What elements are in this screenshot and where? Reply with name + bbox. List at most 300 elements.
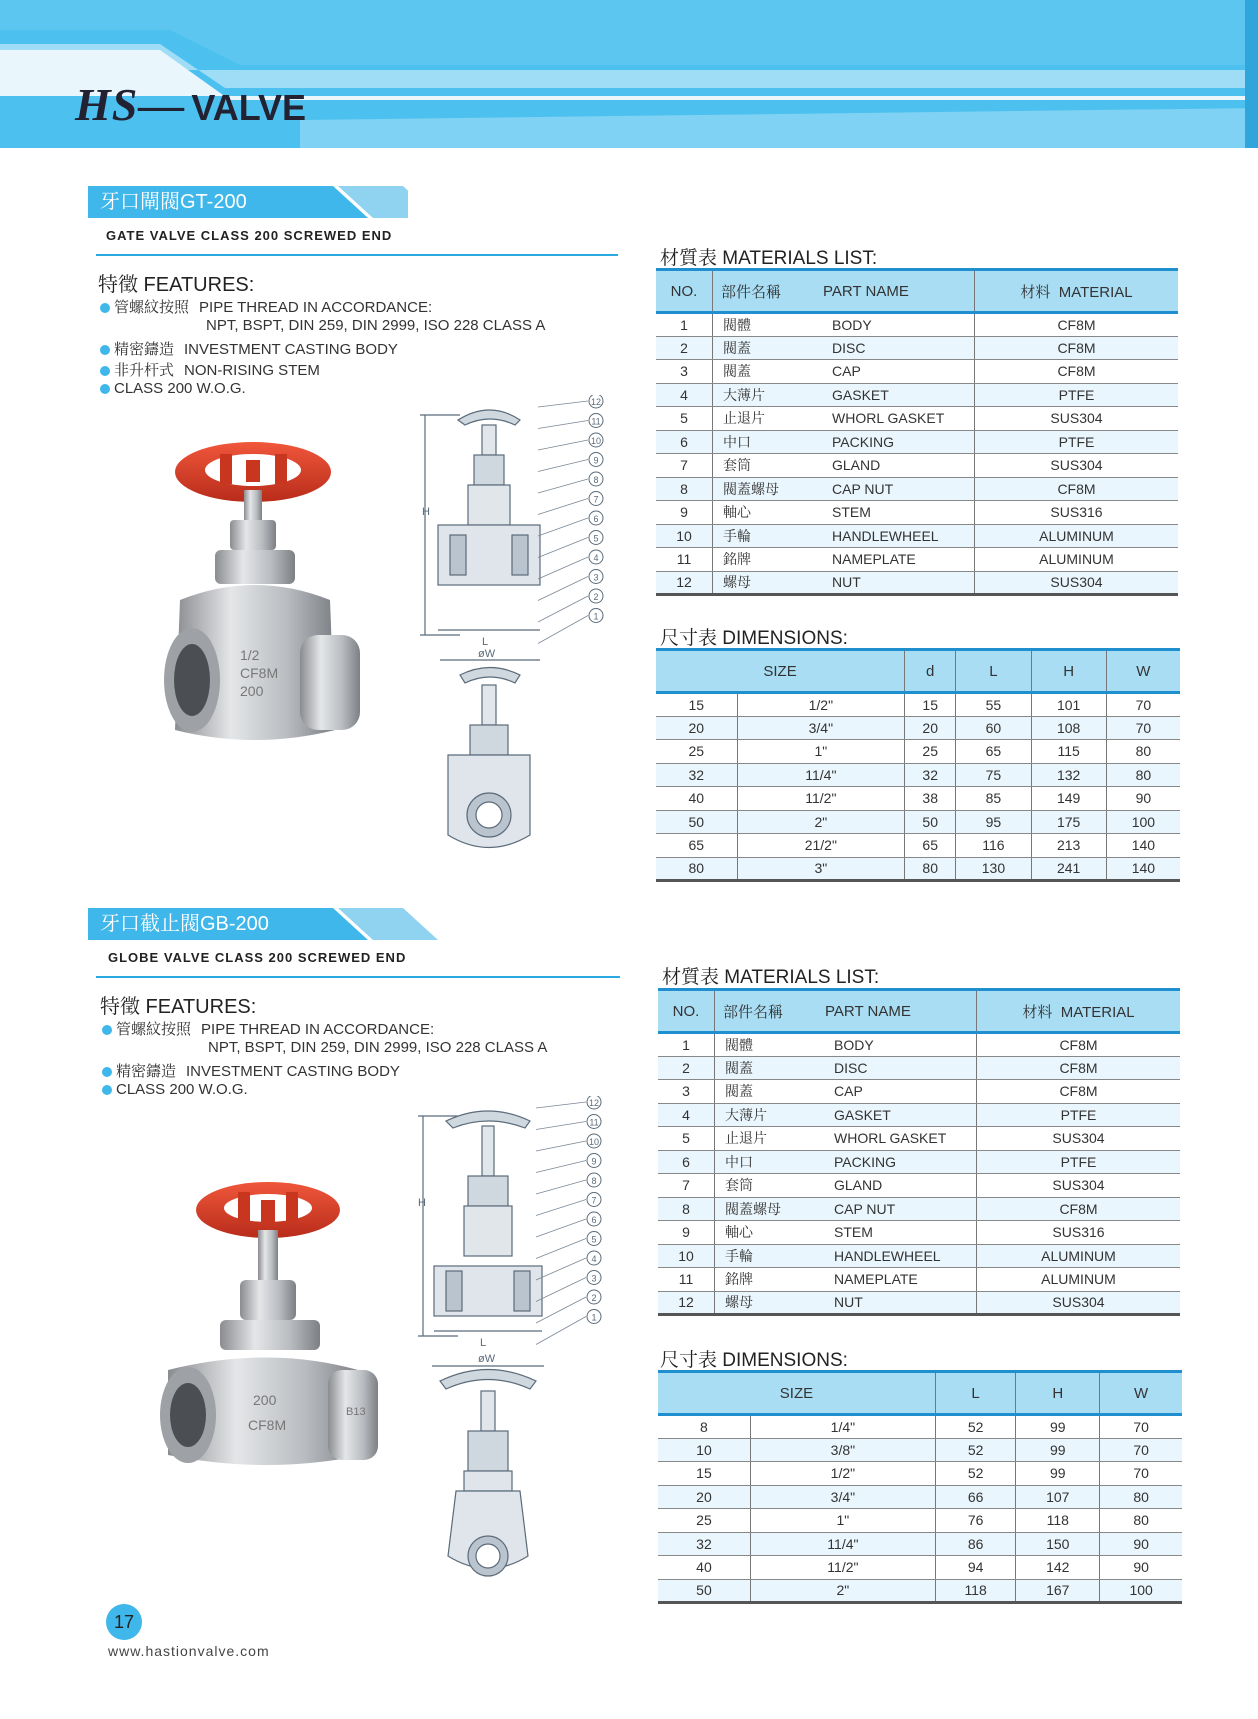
- cell-no: 6: [658, 1150, 715, 1174]
- feature-item: 管螺紋按照 PIPE THREAD IN ACCORDANCE:: [100, 296, 432, 317]
- cell-cn-name: 中口: [715, 1150, 825, 1174]
- cell-dim: 140: [1106, 834, 1180, 858]
- table-row: [658, 1556, 1182, 1580]
- section-subtitle-globe: GLOBE VALVE CLASS 200 SCREWED END: [108, 950, 407, 965]
- bullet-icon: [100, 345, 110, 355]
- callout-group: [536, 1096, 601, 1345]
- bullet-icon: [102, 1085, 112, 1095]
- dimensions-rows: [656, 693, 1180, 881]
- cell-dim: 76: [935, 1509, 1015, 1533]
- bullet-icon: [100, 303, 110, 313]
- table-row: [656, 834, 1180, 858]
- bullet-icon: [100, 366, 110, 376]
- cell-dim: 94: [935, 1556, 1015, 1580]
- feature-item: 管螺紋按照 PIPE THREAD IN ACCORDANCE:: [102, 1018, 434, 1039]
- callout-number: 5: [591, 1234, 597, 1245]
- cell-dim: 108: [1031, 716, 1106, 740]
- cell-part-name: STEM: [824, 1221, 977, 1245]
- callout-number: 8: [591, 1176, 597, 1186]
- cell-part-name: CAP NUT: [824, 1197, 977, 1221]
- callout-leader: [538, 421, 588, 429]
- globe-valve-technical-drawing: [418, 1096, 620, 1596]
- table-row: [658, 1462, 1182, 1486]
- cell-cn-name: 螺母: [715, 1291, 825, 1315]
- cell-cn-name: 閥蓋: [715, 1080, 825, 1104]
- cell-size-dn: 15: [658, 1462, 750, 1486]
- cell-dim: 142: [1016, 1556, 1100, 1580]
- cell-cn-name: 套筒: [715, 1174, 825, 1198]
- materials-rows: [658, 1033, 1180, 1315]
- cell-dim: 60: [956, 716, 1031, 740]
- col-d: d: [905, 650, 956, 693]
- feature-item: CLASS 200 W.O.G.: [100, 380, 246, 397]
- cell-size-inch: 11/4": [737, 763, 905, 787]
- table-row: [658, 1244, 1180, 1268]
- callout-number: 4: [593, 553, 599, 563]
- callout-number: 1: [593, 611, 599, 622]
- callout-number: 10: [588, 1137, 600, 1147]
- cell-size-dn: 20: [656, 716, 737, 740]
- callout-number: 5: [593, 533, 599, 544]
- table-row: [656, 383, 1178, 407]
- cell-material: CF8M: [977, 1197, 1181, 1221]
- cell-no: 3: [658, 1080, 715, 1104]
- cell-dim: 90: [1106, 787, 1180, 811]
- callout-leader: [538, 499, 588, 515]
- cell-dim: 140: [1106, 857, 1180, 881]
- callout-leader: [538, 460, 588, 472]
- callout-leader: [536, 1317, 586, 1345]
- cell-dim: 101: [1031, 693, 1106, 717]
- cell-cn-name: 閥體: [713, 313, 823, 337]
- callout-leader: [536, 1122, 586, 1130]
- table-row: [658, 1532, 1182, 1556]
- body-mark: 1/2: [240, 647, 260, 663]
- table-row: [658, 1127, 1180, 1151]
- features-title: 特徵 FEATURES:: [100, 996, 257, 1018]
- callout-leader: [536, 1278, 586, 1302]
- section-title-globe: 牙口截止閥GB-200: [100, 913, 269, 935]
- cell-material: SUS304: [977, 1127, 1181, 1151]
- cell-material: CF8M: [975, 313, 1179, 337]
- callout-number: 6: [591, 1215, 597, 1225]
- dimensions-title: 尺寸表 DIMENSIONS:: [660, 1350, 848, 1371]
- cell-cn-name: 手輪: [715, 1244, 825, 1268]
- cell-no: 4: [658, 1103, 715, 1127]
- cell-no: 9: [656, 501, 713, 525]
- cell-size-dn: 40: [658, 1556, 750, 1580]
- table-row: [658, 1438, 1182, 1462]
- col-material: 材料 MATERIAL: [977, 990, 1181, 1033]
- gate-valve-photo: [160, 430, 410, 780]
- cell-dim: 90: [1100, 1532, 1182, 1556]
- callout-leader: [538, 538, 588, 558]
- table-row: [656, 477, 1178, 501]
- cell-size-inch: 21/2": [737, 834, 905, 858]
- cell-material: ALUMINUM: [975, 524, 1179, 548]
- feature-item: CLASS 200 W.O.G.: [102, 1081, 248, 1098]
- feature-item: 非升杆式 NON-RISING STEM: [100, 359, 320, 380]
- cell-no: 2: [656, 336, 713, 360]
- page-header: [0, 0, 1258, 148]
- materials-table: [656, 268, 1178, 596]
- col-no: NO.: [656, 270, 713, 313]
- cell-dim: 70: [1100, 1462, 1182, 1486]
- table-row: [656, 407, 1178, 431]
- callout-number: 11: [589, 1117, 599, 1128]
- cell-dim: 175: [1031, 810, 1106, 834]
- cell-part-name: NUT: [824, 1291, 977, 1315]
- col-l: L: [956, 650, 1031, 693]
- cell-material: CF8M: [977, 1033, 1181, 1057]
- section-title-gate: 牙口閘閥GT-200: [100, 191, 247, 213]
- bullet-icon: [102, 1025, 112, 1035]
- cell-dim: 99: [1016, 1462, 1100, 1486]
- callout-number: 7: [593, 494, 599, 505]
- cell-material: CF8M: [977, 1080, 1181, 1104]
- cell-size-dn: 50: [658, 1579, 750, 1603]
- cell-dim: 213: [1031, 834, 1106, 858]
- table-row: [656, 454, 1178, 478]
- cell-part-name: BODY: [824, 1033, 977, 1057]
- brand-dash: —: [138, 79, 186, 130]
- cell-no: 5: [658, 1127, 715, 1151]
- dim-h-label: H: [418, 1197, 426, 1209]
- cell-cn-name: 閥蓋: [715, 1056, 825, 1080]
- cell-dim: 65: [905, 834, 956, 858]
- table-row: [658, 1291, 1180, 1315]
- cell-dim: 95: [956, 810, 1031, 834]
- cell-no: 3: [656, 360, 713, 384]
- col-h: H: [1031, 650, 1106, 693]
- callout-number: 2: [591, 1293, 597, 1303]
- table-row: [658, 1056, 1180, 1080]
- cell-cn-name: 大薄片: [713, 383, 823, 407]
- callout-number: 10: [590, 436, 602, 446]
- cell-no: 10: [656, 524, 713, 548]
- cell-part-name: WHORL GASKET: [824, 1127, 977, 1151]
- table-row: [656, 360, 1178, 384]
- cell-material: CF8M: [975, 477, 1179, 501]
- cell-cn-name: 銘牌: [713, 548, 823, 572]
- dimensions-table: [658, 1370, 1182, 1604]
- cell-dim: 99: [1016, 1438, 1100, 1462]
- cell-dim: 80: [905, 857, 956, 881]
- callout-leader: [536, 1141, 586, 1151]
- cell-dim: 20: [905, 716, 956, 740]
- cell-material: SUS316: [977, 1221, 1181, 1245]
- table-row: [656, 501, 1178, 525]
- callout-number: 1: [591, 1312, 597, 1323]
- cell-size-inch: 3/4": [737, 716, 905, 740]
- col-size: SIZE: [658, 1372, 935, 1415]
- table-row: [658, 1579, 1182, 1603]
- cell-dim: 241: [1031, 857, 1106, 881]
- cell-no: 4: [656, 383, 713, 407]
- col-part: PART NAME: [822, 270, 975, 313]
- cell-dim: 52: [935, 1438, 1015, 1462]
- cell-size-inch: 1/2": [737, 693, 905, 717]
- table-row: [658, 1268, 1180, 1292]
- cell-size-inch: 2": [737, 810, 905, 834]
- table-row: [658, 1415, 1182, 1439]
- table-row: [656, 571, 1178, 595]
- cell-part-name: NUT: [822, 571, 975, 595]
- cell-size-dn: 25: [656, 740, 737, 764]
- cell-dim: 149: [1031, 787, 1106, 811]
- cell-size-inch: 3/8": [750, 1438, 935, 1462]
- cell-part-name: DISC: [822, 336, 975, 360]
- cell-size-dn: 15: [656, 693, 737, 717]
- cell-dim: 25: [905, 740, 956, 764]
- cell-cn-name: 閥體: [715, 1033, 825, 1057]
- table-row: [656, 336, 1178, 360]
- body-mark: CF8M: [248, 1417, 287, 1433]
- cell-size-dn: 32: [658, 1532, 750, 1556]
- cell-part-name: PACKING: [824, 1150, 977, 1174]
- table-row: [658, 1150, 1180, 1174]
- cell-size-dn: 8: [658, 1415, 750, 1439]
- dim-l-label: L: [482, 636, 489, 648]
- col-w: W: [1106, 650, 1180, 693]
- cell-material: ALUMINUM: [977, 1244, 1181, 1268]
- cell-part-name: DISC: [824, 1056, 977, 1080]
- dimensions-title: 尺寸表 DIMENSIONS:: [660, 628, 848, 649]
- cell-material: PTFE: [975, 430, 1179, 454]
- cell-material: SUS304: [975, 407, 1179, 431]
- cell-dim: 130: [956, 857, 1031, 881]
- cell-size-dn: 32: [656, 763, 737, 787]
- callout-leader: [536, 1258, 586, 1280]
- callout-leader: [538, 596, 588, 622]
- cell-no: 8: [658, 1197, 715, 1221]
- callout-number: 12: [590, 397, 602, 407]
- callout-number: 3: [593, 572, 599, 583]
- callout-leader: [538, 479, 588, 493]
- cell-material: PTFE: [977, 1150, 1181, 1174]
- cell-no: 7: [656, 454, 713, 478]
- callout-leader: [536, 1180, 586, 1194]
- cell-dim: 100: [1106, 810, 1180, 834]
- callout-leader: [536, 1297, 586, 1323]
- cell-part-name: CAP: [824, 1080, 977, 1104]
- table-row: [656, 740, 1180, 764]
- dim-w-label: øW: [478, 1353, 496, 1365]
- dim-l-label: L: [480, 1337, 487, 1349]
- dimensions-rows: [658, 1415, 1182, 1603]
- cell-cn-name: 手輪: [713, 524, 823, 548]
- cell-dim: 15: [905, 693, 956, 717]
- cell-cn-name: 大薄片: [715, 1103, 825, 1127]
- cell-material: SUS304: [975, 571, 1179, 595]
- callout-leader: [538, 616, 588, 644]
- cell-size-dn: 25: [658, 1509, 750, 1533]
- cell-size-dn: 10: [658, 1438, 750, 1462]
- body-mark: 200: [253, 1392, 277, 1408]
- cell-cn-name: 中口: [713, 430, 823, 454]
- cell-no: 10: [658, 1244, 715, 1268]
- cell-dim: 80: [1100, 1509, 1182, 1533]
- cell-dim: 100: [1100, 1579, 1182, 1603]
- callout-number: 9: [591, 1156, 597, 1167]
- cell-material: SUS304: [977, 1291, 1181, 1315]
- table-row: [656, 787, 1180, 811]
- col-material: 材料 MATERIAL: [975, 270, 1179, 313]
- brand-hs: HS: [75, 79, 139, 130]
- cell-dim: 167: [1016, 1579, 1100, 1603]
- callout-leader: [536, 1102, 586, 1108]
- cell-dim: 52: [935, 1462, 1015, 1486]
- cell-no: 5: [656, 407, 713, 431]
- cell-cn-name: 套筒: [713, 454, 823, 478]
- cell-no: 2: [658, 1056, 715, 1080]
- callout-number: 2: [593, 592, 599, 602]
- materials-title: 材質表 MATERIALS LIST:: [662, 967, 880, 988]
- brand-valve: VALVE: [191, 87, 307, 128]
- cell-dim: 38: [905, 787, 956, 811]
- cell-dim: 70: [1106, 716, 1180, 740]
- table-row: [656, 763, 1180, 787]
- table-row: [656, 430, 1178, 454]
- dim-h-label: H: [422, 506, 430, 518]
- table-row: [658, 1485, 1182, 1509]
- body-mark: 200: [240, 683, 264, 699]
- cell-material: PTFE: [975, 383, 1179, 407]
- col-h: H: [1016, 1372, 1100, 1415]
- feature-item: 精密鑄造 INVESTMENT CASTING BODY: [102, 1060, 400, 1081]
- cell-no: 11: [658, 1268, 715, 1292]
- cell-material: PTFE: [977, 1103, 1181, 1127]
- callout-leader: [536, 1219, 586, 1237]
- cell-part-name: HANDLEWHEEL: [824, 1244, 977, 1268]
- cell-dim: 107: [1016, 1485, 1100, 1509]
- cell-no: 6: [656, 430, 713, 454]
- cell-part-name: HANDLEWHEEL: [822, 524, 975, 548]
- callout-leader: [536, 1239, 586, 1259]
- dim-w-label: øW: [478, 648, 496, 660]
- cell-size-inch: 3": [737, 857, 905, 881]
- section-subtitle-gate: GATE VALVE CLASS 200 SCREWED END: [106, 228, 393, 243]
- cell-no: 8: [656, 477, 713, 501]
- callout-number: 3: [591, 1273, 597, 1284]
- body-mark: B13: [346, 1406, 366, 1418]
- cell-part-name: GLAND: [822, 454, 975, 478]
- callout-number: 4: [591, 1254, 597, 1264]
- cell-size-inch: 2": [750, 1579, 935, 1603]
- cell-dim: 86: [935, 1532, 1015, 1556]
- cell-size-inch: 1/2": [750, 1462, 935, 1486]
- cell-size-inch: 1": [737, 740, 905, 764]
- cell-cn-name: 閥蓋螺母: [713, 477, 823, 501]
- cell-cn-name: 軸心: [713, 501, 823, 525]
- cell-no: 11: [656, 548, 713, 572]
- bullet-icon: [102, 1067, 112, 1077]
- cell-part-name: CAP: [822, 360, 975, 384]
- cell-part-name: CAP NUT: [822, 477, 975, 501]
- callout-number: 7: [591, 1195, 597, 1206]
- callout-group: [538, 395, 603, 644]
- callout-number: 12: [588, 1098, 600, 1108]
- callout-leader: [538, 401, 588, 407]
- gate-valve-technical-drawing: [420, 395, 620, 885]
- col-cn: 部件名稱: [715, 990, 825, 1033]
- cell-part-name: GASKET: [824, 1103, 977, 1127]
- cell-part-name: BODY: [822, 313, 975, 337]
- cell-size-inch: 1": [750, 1509, 935, 1533]
- bullet-icon: [100, 384, 110, 394]
- section-underline: [96, 976, 620, 978]
- cell-dim: 99: [1016, 1415, 1100, 1439]
- materials-title: 材質表 MATERIALS LIST:: [660, 248, 878, 269]
- features-title: 特徵 FEATURES:: [98, 274, 255, 296]
- table-row: [658, 1221, 1180, 1245]
- col-no: NO.: [658, 990, 715, 1033]
- cell-material: CF8M: [975, 336, 1179, 360]
- callout-leader: [538, 557, 588, 579]
- brand-logo: [75, 78, 306, 131]
- table-row: [656, 524, 1178, 548]
- col-size: SIZE: [656, 650, 905, 693]
- cell-part-name: NAMEPLATE: [824, 1268, 977, 1292]
- callout-number: 11: [591, 416, 601, 427]
- cell-dim: 118: [1016, 1509, 1100, 1533]
- cell-material: ALUMINUM: [975, 548, 1179, 572]
- cell-dim: 55: [956, 693, 1031, 717]
- cell-cn-name: 止退片: [713, 407, 823, 431]
- cell-dim: 70: [1106, 693, 1180, 717]
- section-underline: [96, 254, 618, 256]
- dimensions-table: [656, 648, 1180, 882]
- col-w: W: [1100, 1372, 1182, 1415]
- cell-size-inch: 3/4": [750, 1485, 935, 1509]
- cell-part-name: PACKING: [822, 430, 975, 454]
- feature-item-cont: NPT, BSPT, DIN 259, DIN 2999, ISO 228 CLASS A: [208, 1039, 548, 1056]
- cell-dim: 80: [1106, 740, 1180, 764]
- cell-material: CF8M: [977, 1056, 1181, 1080]
- cell-dim: 80: [1100, 1485, 1182, 1509]
- cell-material: ALUMINUM: [977, 1268, 1181, 1292]
- cell-material: SUS316: [975, 501, 1179, 525]
- feature-item: 精密鑄造 INVESTMENT CASTING BODY: [100, 338, 398, 359]
- cell-cn-name: 閥蓋螺母: [715, 1197, 825, 1221]
- table-row: [656, 857, 1180, 881]
- cell-size-dn: 20: [658, 1485, 750, 1509]
- cell-dim: 66: [935, 1485, 1015, 1509]
- callout-number: 6: [593, 514, 599, 524]
- cell-dim: 115: [1031, 740, 1106, 764]
- cell-dim: 90: [1100, 1556, 1182, 1580]
- cell-dim: 50: [905, 810, 956, 834]
- cell-dim: 118: [935, 1579, 1015, 1603]
- cell-material: SUS304: [975, 454, 1179, 478]
- cell-no: 9: [658, 1221, 715, 1245]
- cell-size-inch: 11/2": [737, 787, 905, 811]
- table-row: [656, 548, 1178, 572]
- feature-item-cont: NPT, BSPT, DIN 259, DIN 2999, ISO 228 CLASS A: [206, 317, 546, 334]
- cell-cn-name: 銘牌: [715, 1268, 825, 1292]
- website-url: www.hastionvalve.com: [108, 1643, 270, 1659]
- table-row: [656, 693, 1180, 717]
- cell-dim: 32: [905, 763, 956, 787]
- cell-cn-name: 止退片: [715, 1127, 825, 1151]
- table-row: [658, 1033, 1180, 1057]
- cell-dim: 70: [1100, 1415, 1182, 1439]
- cell-size-dn: 80: [656, 857, 737, 881]
- callout-leader: [536, 1161, 586, 1173]
- table-row: [656, 313, 1178, 337]
- cell-size-dn: 50: [656, 810, 737, 834]
- table-row: [658, 1103, 1180, 1127]
